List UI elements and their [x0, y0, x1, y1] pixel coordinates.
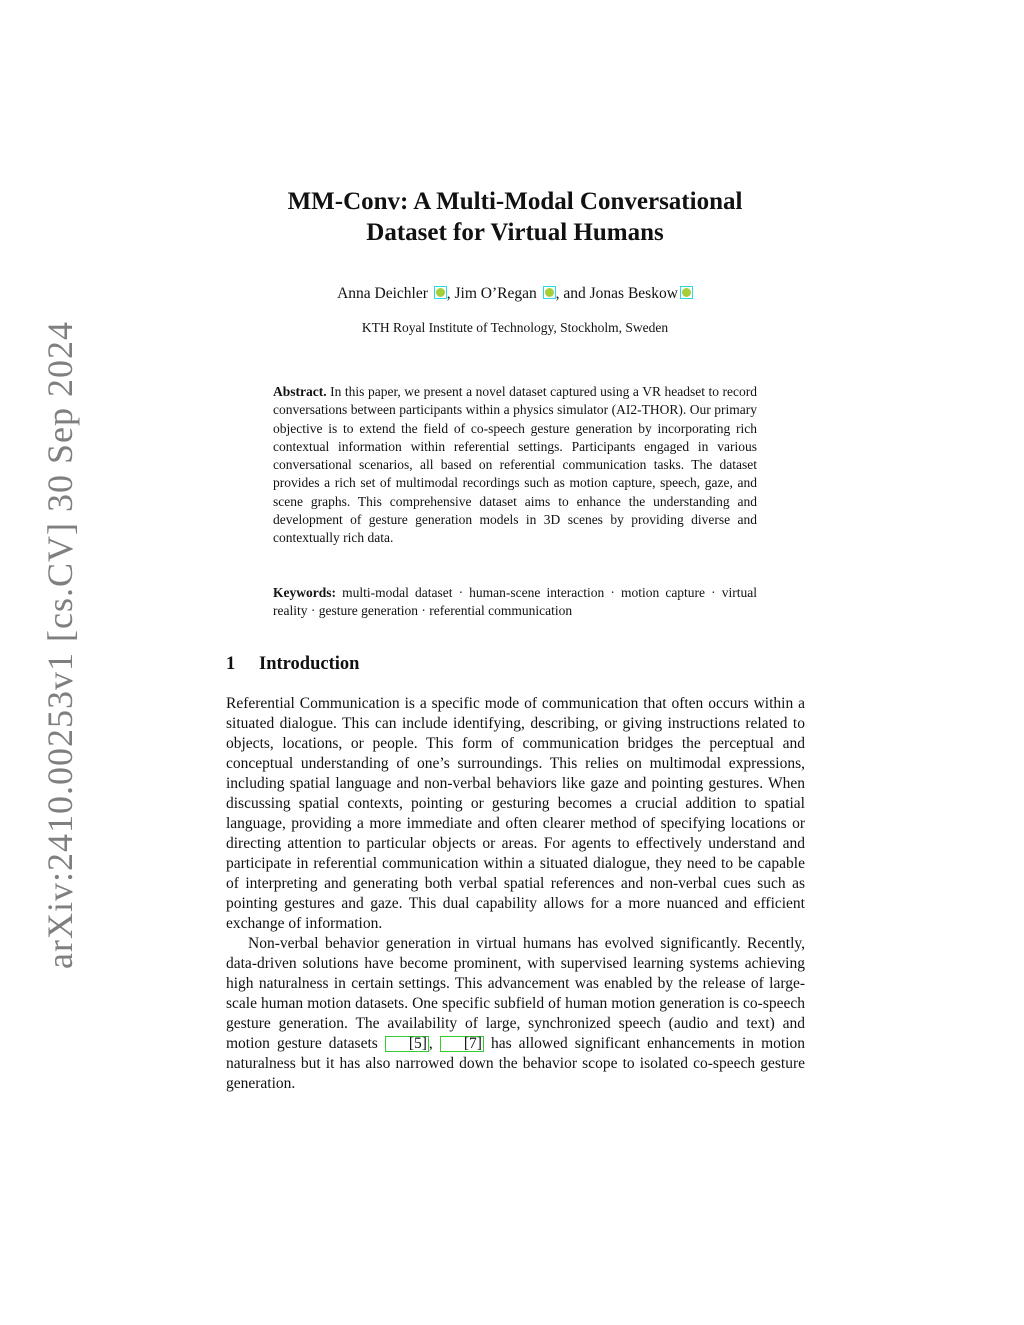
abstract-label: Abstract.	[273, 384, 327, 399]
keywords	[273, 584, 757, 621]
author-separator: , and	[555, 285, 590, 302]
title-line-2: Dataset for Virtual Humans	[366, 219, 664, 246]
title-line-1: MM-Conv: A Multi-Modal Conversational	[287, 188, 743, 215]
abstract-text: In this paper, we present a novel dataset captured using a VR headset to record conversations between participants within a physics simulator (AI2-THOR). Our primary objective is to extend the field of co-speech gesture generation by incorporating rich contextual information within referential settings. Participants engaged in various conversational scenarios, all based on referential communication tasks. The dataset provides a rich set of multimodal recordings such as motion capture, speech, gaze, and scene graphs. This comprehensive dataset aims to enhance the understanding and development of gesture generation models in 3D scenes by providing diverse and contextually rich data.	[273, 384, 757, 546]
citation-number: 7	[469, 1035, 477, 1052]
author-name: Jonas Beskow	[589, 285, 678, 302]
keywords-label: Keywords:	[273, 585, 336, 600]
body-text	[226, 694, 805, 1094]
citation-number: 5	[414, 1035, 422, 1052]
author-name: Jim O’Regan	[454, 285, 537, 302]
orcid-icon[interactable]	[543, 286, 556, 299]
section-number: 1	[226, 654, 236, 674]
arxiv-sidebar-stamp: arXiv:2410.00253v1 [cs.CV] 30 Sep 2024	[40, 321, 80, 969]
citation-link[interactable]: [5]	[385, 1036, 429, 1052]
paragraph: Referential Communication is a specific mode of communication that often occurs within a situated dialogue. This can include identifying, describing, or giving instructions related to objects, locations, or people. This form of communication bridges the perceptual and conceptual understanding of one’s surroundings. This relies on multimodal expressions, including spatial language and non-verbal behaviors like gaze and pointing gestures. When discussing spatial contexts, pointing or gesturing becomes a crucial addition to spatial language, providing a more immediate and often clearer method of specifying locations or directing attention to particular objects or areas. For agents to effectively understand and participate in referential communication within a situated dialogue, they need to be capable of interpreting and generating both verbal spatial references and non-verbal cues such as pointing gestures and gaze. This dual capability allows for a more nuanced and efficient exchange of information.	[226, 695, 805, 932]
author-separator: ,	[446, 285, 455, 302]
paragraph-text: Non-verbal behavior generation in virtual humans has evolved significantly. Recently, data-driven solutions have become prominent, with supervised learning systems achieving high naturalness in certain settings. This advancement was enabled by the release of large-scale human motion datasets. One specific subfield of human motion generation is co-speech gesture generation. The availability of large, synchronized speech (audio and text) and motion gesture datasets	[226, 935, 805, 1052]
section-title: Introduction	[259, 654, 360, 674]
author-name: Anna Deichler	[337, 285, 428, 302]
paragraph-text: ,	[428, 1035, 440, 1052]
section-heading	[226, 653, 359, 675]
paper-title	[200, 186, 830, 248]
orcid-icon[interactable]	[680, 286, 693, 299]
abstract	[273, 383, 757, 548]
paragraph	[226, 934, 805, 1094]
affiliation: KTH Royal Institute of Technology, Stockholm, Sweden	[361, 320, 669, 335]
author-list	[200, 284, 830, 304]
orcid-icon[interactable]	[434, 286, 447, 299]
citation-link[interactable]: [7]	[440, 1036, 484, 1052]
keywords-text: multi-modal dataset · human-scene interaction · motion capture · virtual reality · gesture generation · referential communication	[273, 585, 758, 619]
paragraph-text: has allowed significant enhancements in motion naturalness but it has also narrowed down the behavior scope to isolated co-speech gesture generation.	[226, 1035, 805, 1092]
